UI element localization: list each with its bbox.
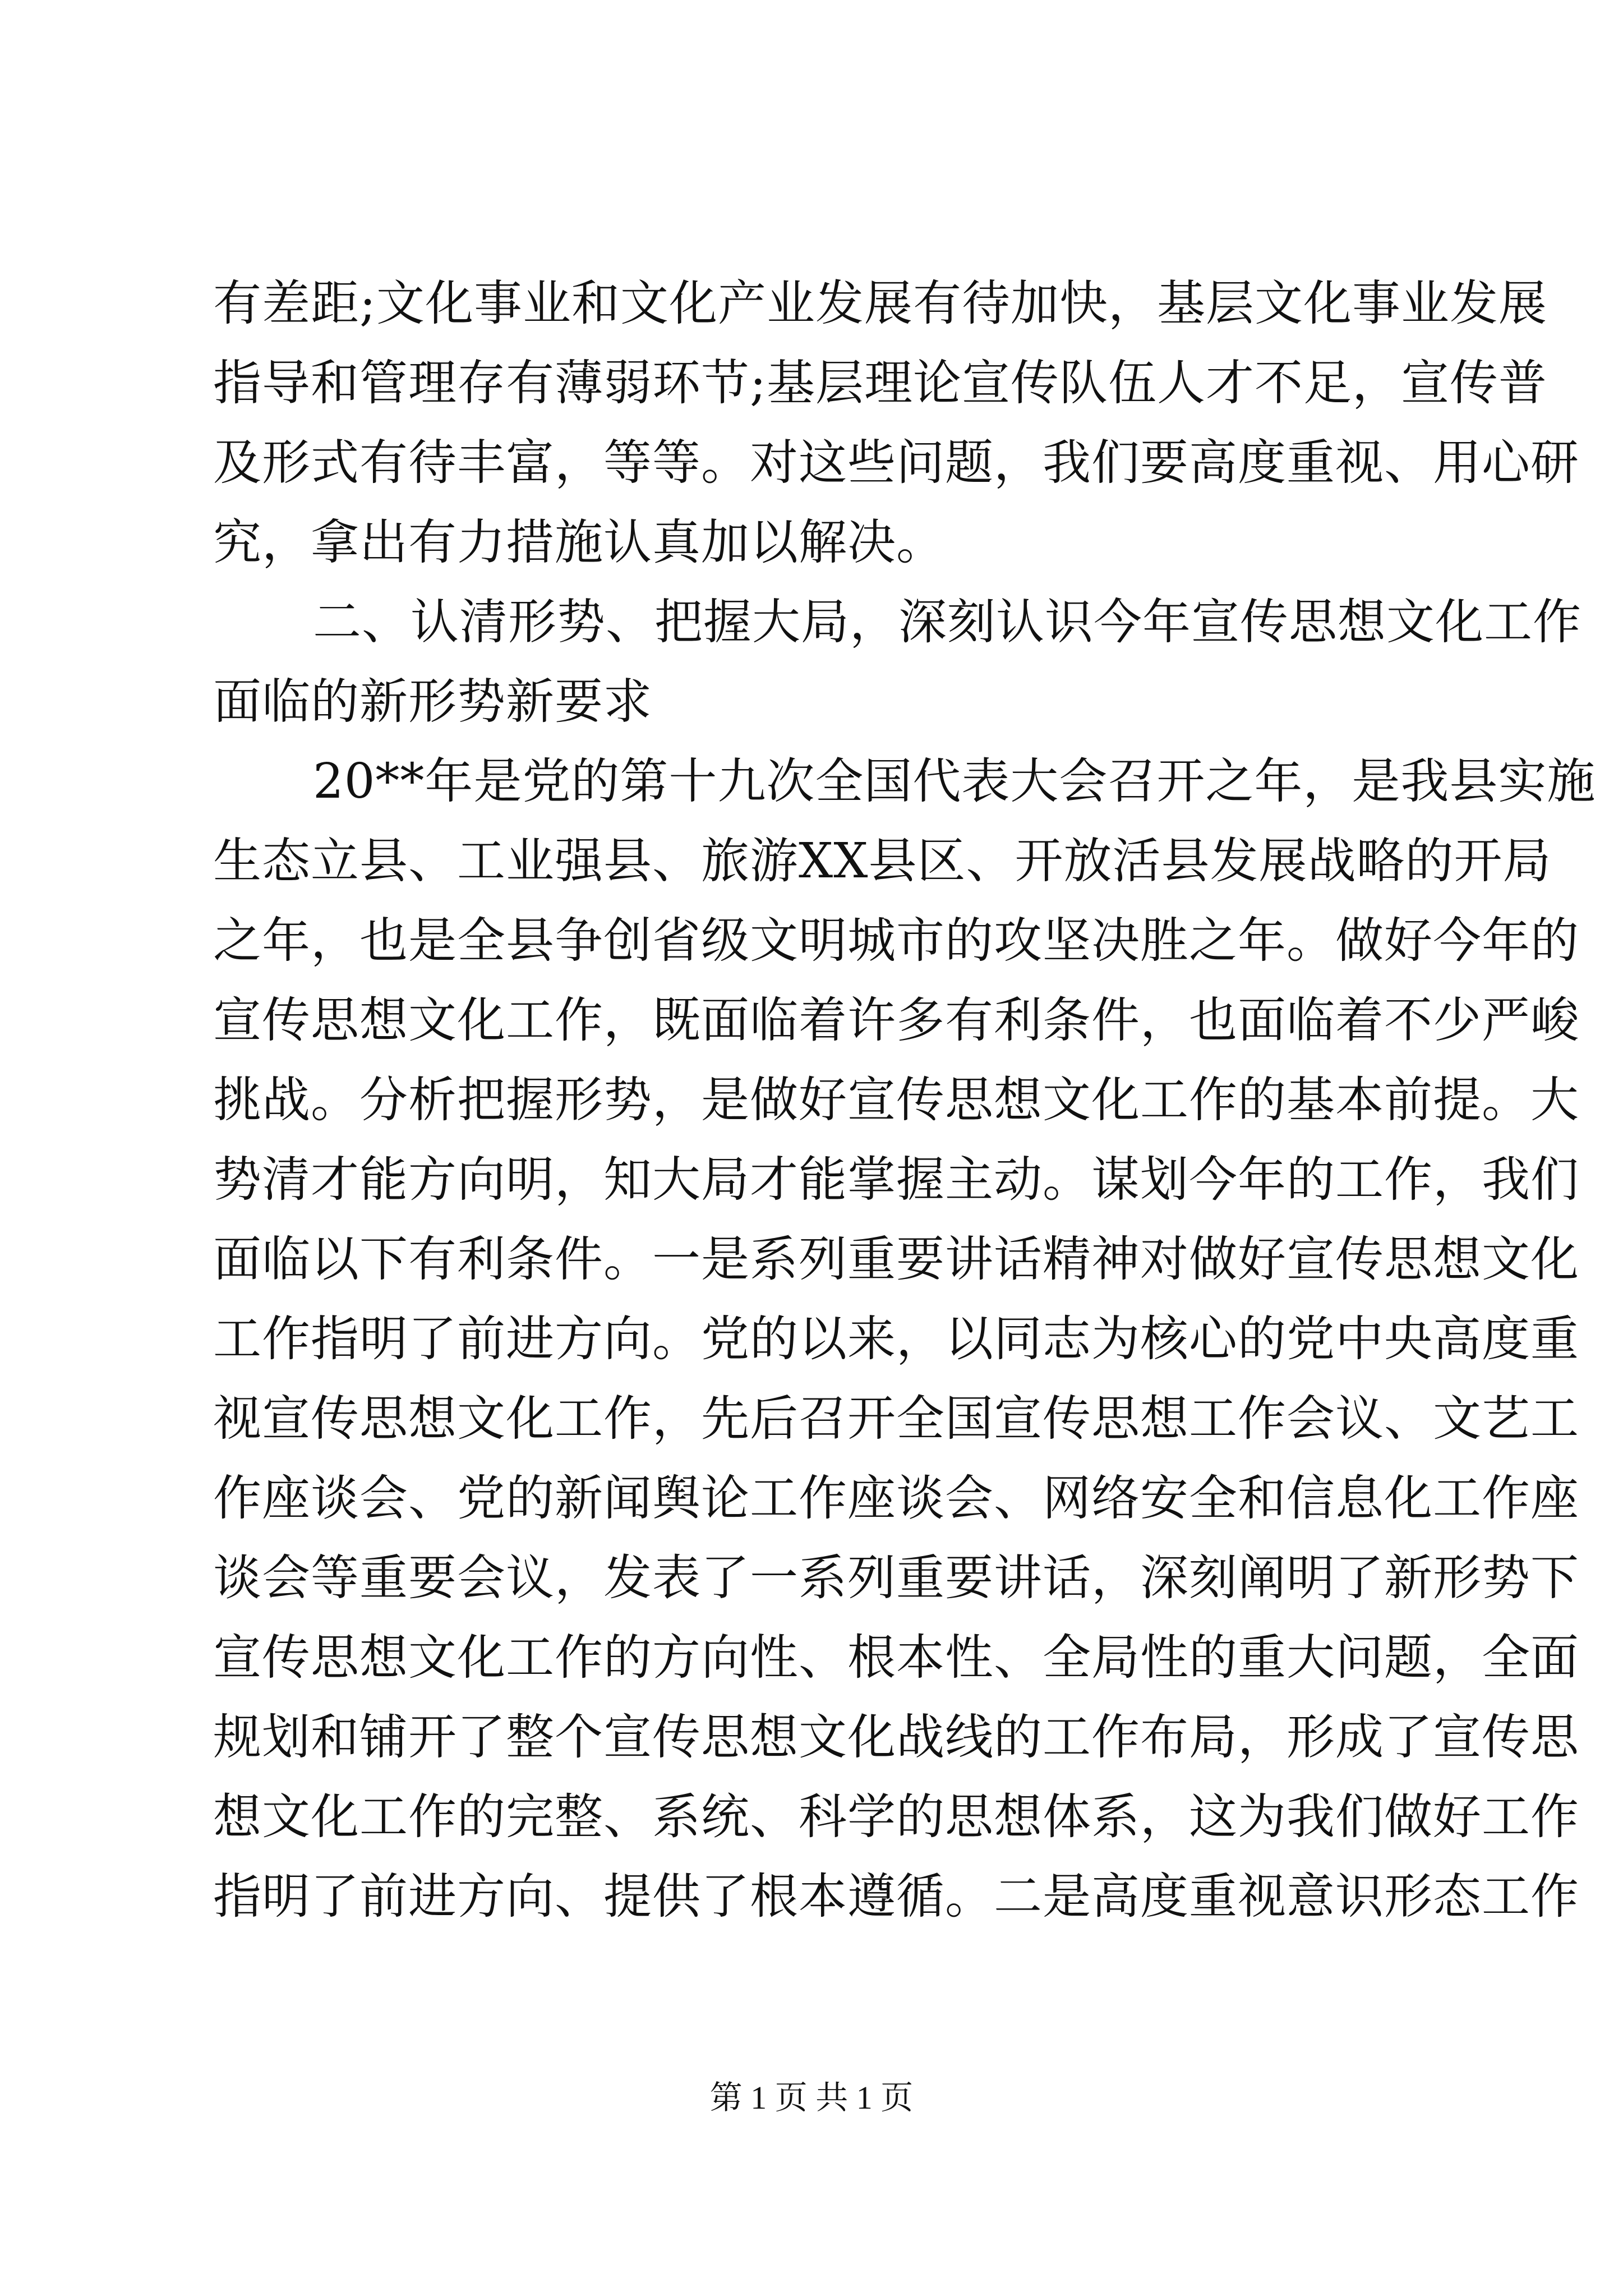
text-line: 挑战。分析把握形势，是做好宣传思想文化工作的基本前提。大 xyxy=(213,1072,1579,1128)
text-line: 工作指明了前进方向。党的以来，以同志为核心的党中央高度重 xyxy=(213,1311,1579,1367)
page-footer xyxy=(0,2076,1623,2120)
text-line: 有差距;文化事业和文化产业发展有待加快，基层文化事业发展 xyxy=(213,275,1547,332)
text-line: 20**年是党的第十九次全国代表大会召开之年，是我县实施 xyxy=(313,753,1596,809)
document-body xyxy=(213,264,1596,1936)
text-line: 及形式有待丰富，等等。对这些问题，我们要高度重视、用心研 xyxy=(213,435,1579,491)
text-line: 面临以下有利条件。一是系列重要讲话精神对做好宣传思想文化 xyxy=(213,1231,1579,1287)
text-line: 想文化工作的完整、系统、科学的思想体系，这为我们做好工作 xyxy=(213,1789,1579,1845)
section-heading-line: 面临的新形势新要求 xyxy=(213,674,652,730)
text-line: 作座谈会、党的新闻舆论工作座谈会、网络安全和信息化工作座 xyxy=(213,1470,1579,1526)
text-line: 生态立县、工业强县、旅游XX县区、开放活县发展战略的开局 xyxy=(213,833,1552,889)
text-line: 指导和管理存有薄弱环节;基层理论宣传队伍人才不足，宣传普 xyxy=(213,355,1547,411)
text-line: 势清才能方向明，知大局才能掌握主动。谋划今年的工作，我们 xyxy=(213,1152,1579,1208)
text-line: 视宣传思想文化工作，先后召开全国宣传思想工作会议、文艺工 xyxy=(213,1391,1579,1447)
text-line: 宣传思想文化工作，既面临着许多有利条件，也面临着不少严峻 xyxy=(213,992,1579,1048)
page-number-label: 第 1 页 共 1 页 xyxy=(709,2079,914,2116)
text-line: 谈会等重要会议，发表了一系列重要讲话，深刻阐明了新形势下 xyxy=(213,1550,1579,1606)
text-line: 指明了前进方向、提供了根本遵循。二是高度重视意识形态工作 xyxy=(213,1869,1579,1925)
section-heading-line: 二、认清形势、把握大局，深刻认识今年宣传思想文化工作 xyxy=(313,594,1581,650)
text-line: 究，拿出有力措施认真加以解决。 xyxy=(213,514,945,570)
text-line: 规划和铺开了整个宣传思想文化战线的工作布局，形成了宣传思 xyxy=(213,1709,1579,1765)
text-line: 之年，也是全县争创省级文明城市的攻坚决胜之年。做好今年的 xyxy=(213,913,1579,969)
text-line: 宣传思想文化工作的方向性、根本性、全局性的重大问题，全面 xyxy=(213,1630,1579,1686)
